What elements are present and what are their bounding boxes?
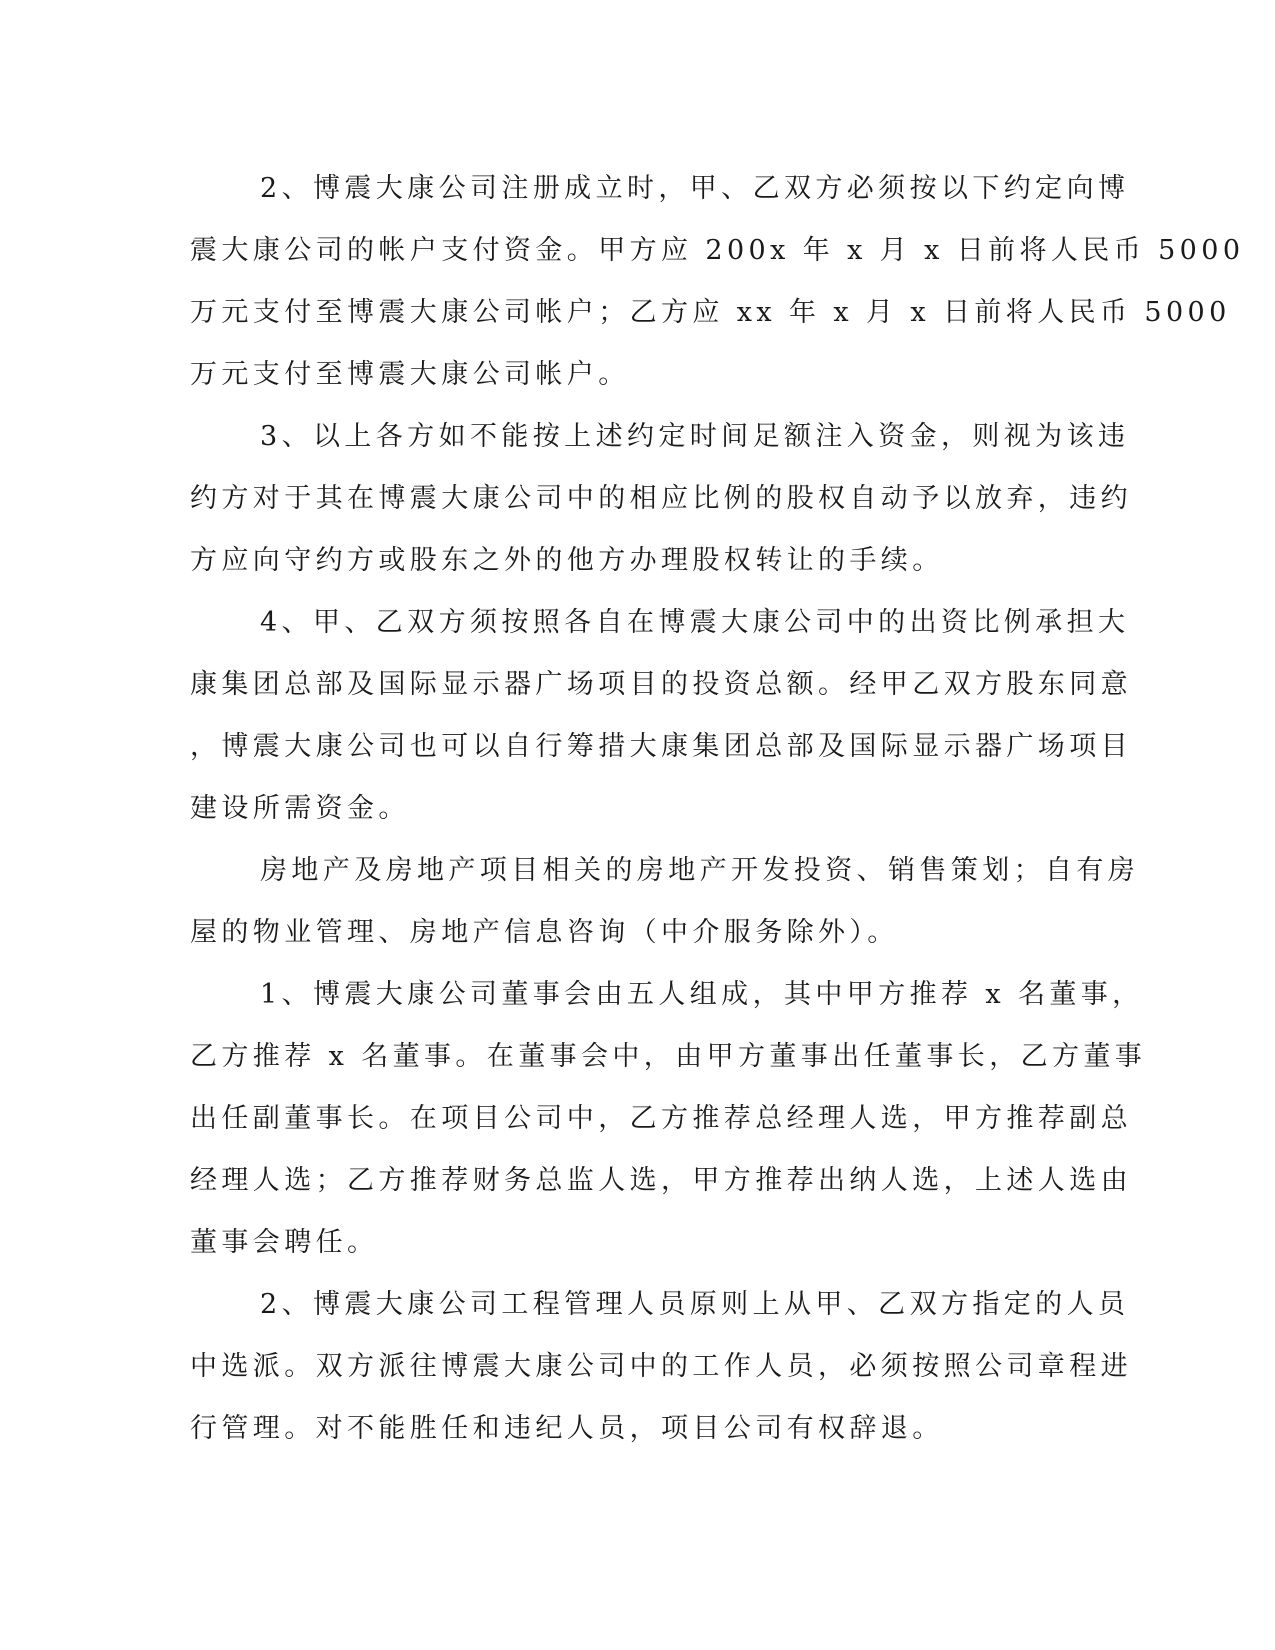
paragraph-line: 房地产及房地产项目相关的房地产开发投资、销售策划；自有房 [260, 855, 1140, 886]
paragraph-line: 万元支付至博震大康公司帐户。 [190, 359, 630, 390]
paragraph-line: 中选派。双方派往博震大康公司中的工作人员，必须按照公司章程进 [190, 1351, 1132, 1382]
paragraph-line: 万元支付至博震大康公司帐户；乙方应 xx 年 x 月 x 日前将人民币 5000 [190, 297, 1231, 328]
paragraph-line: 震大康公司的帐户支付资金。甲方应 200x 年 x 月 x 日前将人民币 5000 [190, 235, 1245, 266]
paragraph-line: 2、博震大康公司注册成立时，甲、乙双方必须按以下约定向博 [260, 173, 1130, 204]
paragraph-line: 4、甲、乙双方须按照各自在博震大康公司中的出资比例承担大 [260, 607, 1130, 638]
paragraph-line: 康集团总部及国际显示器广场项目的投资总额。经甲乙双方股东同意 [190, 669, 1132, 700]
paragraph-line: ，博震大康公司也可以自行筹措大康集团总部及国际显示器广场项目 [190, 731, 1132, 762]
paragraph-line: 方应向守约方或股东之外的他方办理股权转让的手续。 [190, 545, 944, 576]
paragraph-line: 行管理。对不能胜任和违纪人员，项目公司有权辞退。 [190, 1413, 944, 1444]
paragraph-line: 约方对于其在博震大康公司中的相应比例的股权自动予以放弃，违约 [190, 483, 1132, 514]
paragraph-line: 乙方推荐 x 名董事。在董事会中，由甲方董事出任董事长，乙方董事 [190, 1041, 1147, 1072]
paragraph-line: 2、博震大康公司工程管理人员原则上从甲、乙双方指定的人员 [260, 1289, 1130, 1320]
paragraph-line: 建设所需资金。 [190, 793, 410, 824]
paragraph-line: 出任副董事长。在项目公司中，乙方推荐总经理人选，甲方推荐副总 [190, 1103, 1132, 1134]
paragraph-line: 经理人选；乙方推荐财务总监人选，甲方推荐出纳人选，上述人选由 [190, 1165, 1132, 1196]
paragraph-line: 屋的物业管理、房地产信息咨询（中介服务除外）。 [190, 917, 899, 948]
document-body [190, 158, 1245, 1460]
paragraph-line: 董事会聘任。 [190, 1227, 379, 1258]
paragraph-line: 3、以上各方如不能按上述约定时间足额注入资金，则视为该违 [260, 421, 1130, 452]
paragraph-line: 1、博震大康公司董事会由五人组成，其中甲方推荐 x 名董事， [260, 979, 1144, 1010]
